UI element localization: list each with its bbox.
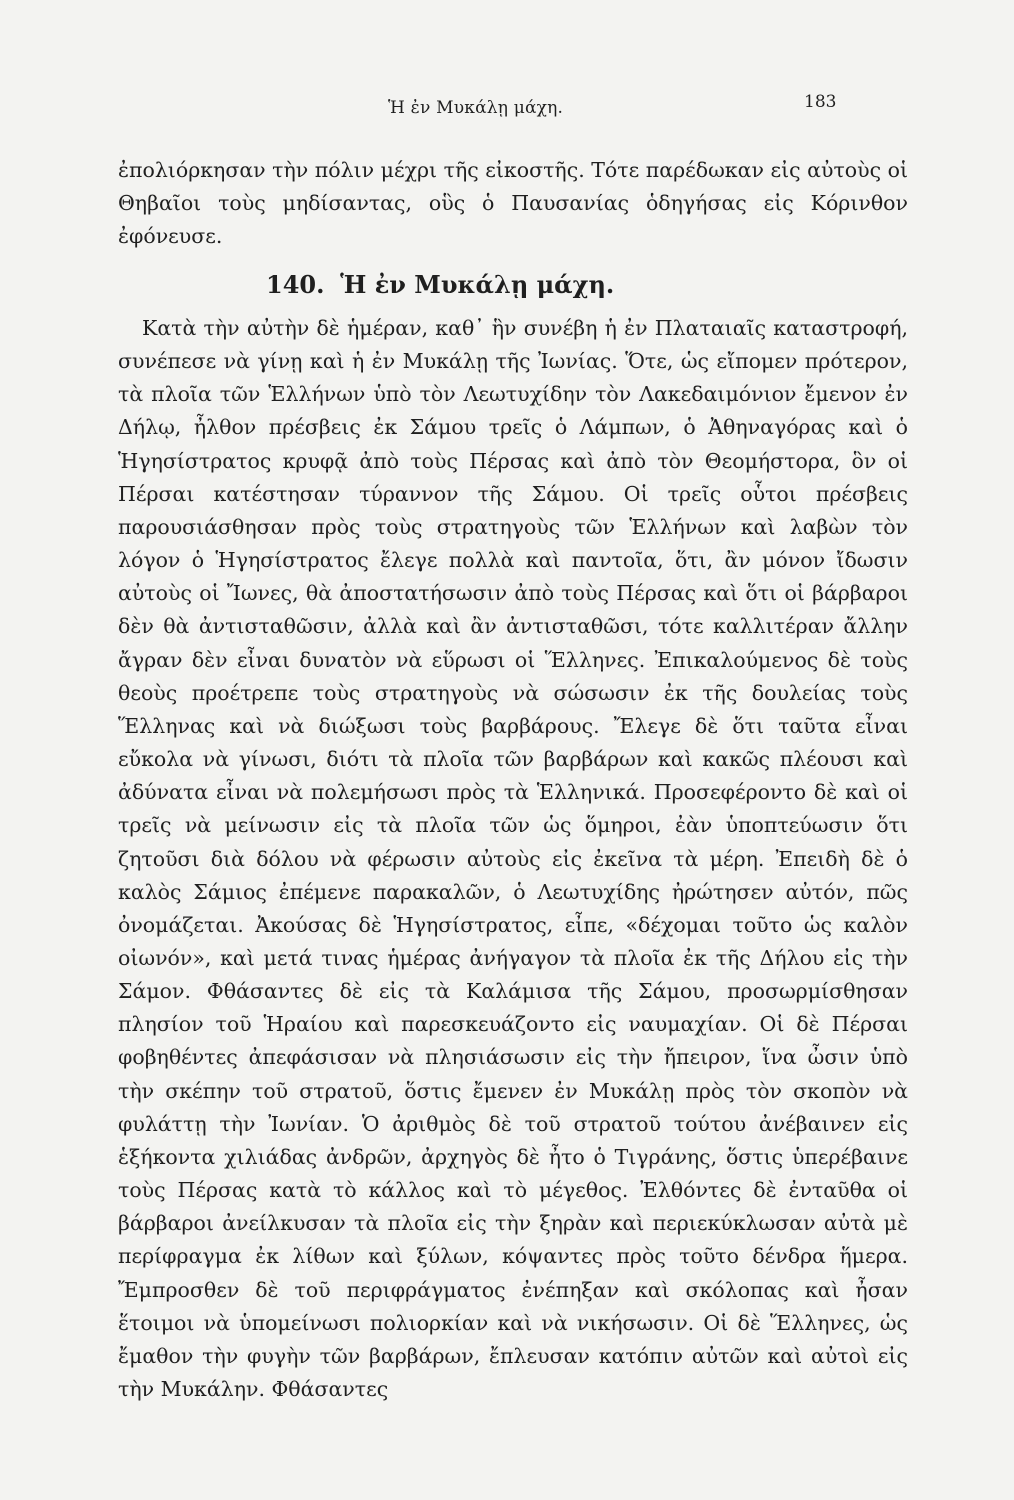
- opening-paragraph: ἐπολιόρκησαν τὴν πόλιν μέχρι τῆς εἰκοστῆς. Τότε παρέδωκαν εἰς αὐτοὺς οἱ Θηβαῖοι τοὺς μηδίσαντας, οὓς ὁ Παυσανίας ὁδηγήσας εἰς Κόρινθον ἐφόνευσε.: [118, 158, 908, 248]
- page-body: [118, 154, 908, 1406]
- section-number: 140.: [266, 270, 325, 299]
- page-header: [0, 92, 1014, 128]
- running-title: Ἡ ἐν Μυκάλῃ μάχη.: [388, 98, 564, 118]
- section-heading: [266, 269, 908, 301]
- section-title: Ἡ ἐν Μυκάλῃ μάχη.: [340, 270, 615, 299]
- main-paragraph: Κατὰ τὴν αὐτὴν δὲ ἡμέραν, καθ᾽ ἣν συνέβη ἡ ἐν Πλαταιαῖς καταστροφή, συνέπεσε νὰ γίνῃ καὶ ἡ ἐν Μυκάλῃ τῆς Ἰωνίας. Ὅτε, ὡς εἴπομεν πρότερον, τὰ πλοῖα τῶν Ἑλλήνων ὑπὸ τὸν Λεωτυχίδην τὸν Λακεδαιμόνιον ἔμενον ἐν Δήλῳ, ἦλθον πρέσβεις ἐκ Σάμου τρεῖς ὁ Λάμπων, ὁ Ἀθηναγόρας καὶ ὁ Ἡγησίστρατος κρυφᾷ ἀπὸ τοὺς Πέρσας καὶ ἀπὸ τὸν Θεομήστορα, ὃν οἱ Πέρσαι κατέστησαν τύραννον τῆς Σάμου. Οἱ τρεῖς οὗτοι πρέσβεις παρουσιάσθησαν πρὸς τοὺς στρατηγοὺς τῶν Ἑλλήνων καὶ λαβὼν τὸν λόγον ὁ Ἡγησίστρατος ἔλεγε πολλὰ καὶ παντοῖα, ὅτι, ἂν μόνον ἴδωσιν αὐτοὺς οἱ Ἴωνες, θὰ ἀποστατήσωσιν ἀπὸ τοὺς Πέρσας καὶ ὅτι οἱ βάρβαροι δὲν θὰ ἀντισταθῶσιν, ἀλλὰ καὶ ἂν ἀντισταθῶσι, τότε καλλιτέραν ἄλλην ἄγραν δὲν εἶναι δυνατὸν νὰ εὕρωσι οἱ Ἕλληνες. Ἐπικαλούμενος δὲ τοὺς θεοὺς προέτρεπε τοὺς στρατηγοὺς νὰ σώσωσιν ἐκ τῆς δουλείας τοὺς Ἕλληνας καὶ νὰ διώξωσι τοὺς βαρβάρους. Ἔλεγε δὲ ὅτι ταῦτα εἶναι εὔκολα νὰ γίνωσι, διότι τὰ πλοῖα τῶν βαρβάρων καὶ κακῶς πλέουσι καὶ ἀδύνατα εἶναι νὰ πολεμήσωσι πρὸς τὰ Ἑλληνικά. Προσεφέροντο δὲ καὶ οἱ τρεῖς νὰ μείνωσιν εἰς τὰ πλοῖα τῶν ὡς ὅμηροι, ἐὰν ὑποπτεύωσιν ὅτι ζητοῦσι διὰ δόλου νὰ φέρωσιν αὐτοὺς εἰς ἐκεῖνα τὰ μέρη. Ἐπειδὴ δὲ ὁ καλὸς Σάμιος ἐπέμενε παρακαλῶν, ὁ Λεωτυχίδης ἠρώτησεν αὐτόν, πῶς ὀνομάζεται. Ἀκούσας δὲ Ἡγησίστρατος, εἶπε, «δέχομαι τοῦτο ὡς καλὸν οἰωνόν», καὶ μετά τινας ἡμέρας ἀνήγαγον τὰ πλοῖα ἐκ τῆς Δήλου εἰς τὴν Σάμον. Φθάσαντες δὲ εἰς τὰ Καλάμισα τῆς Σάμου, προσωρμίσθησαν πλησίον τοῦ Ἡραίου καὶ παρεσκευάζοντο εἰς ναυμαχίαν. Οἱ δὲ Πέρσαι φοβηθέντες ἀπεφάσισαν νὰ πλησιάσωσιν εἰς τὴν ἤπειρον, ἵνα ὦσιν ὑπὸ τὴν σκέπην τοῦ στρατοῦ, ὅστις ἔμενεν ἐν Μυκάλῃ πρὸς τὸν σκοπὸν νὰ φυλάττῃ τὴν Ἰωνίαν. Ὁ ἀριθμὸς δὲ τοῦ στρατοῦ τούτου ἀνέβαινεν εἰς ἑξήκοντα χιλιάδας ἀνδρῶν, ἀρχηγὸς δὲ ἦτο ὁ Τιγράνης, ὅστις ὑπερέβαινε τοὺς Πέρσας κατὰ τὸ κάλλος καὶ τὸ μέγεθος. Ἐλθόντες δὲ ἐνταῦθα οἱ βάρβαροι ἀνείλκυσαν τὰ πλοῖα εἰς τὴν ξηρὰν καὶ περιεκύκλωσαν αὐτὰ μὲ περίφραγμα ἐκ λίθων καὶ ξύλων, κόψαντες πρὸς τοῦτο δένδρα ἥμερα. Ἔμπροσθεν δὲ τοῦ περιφράγματος ἐνέπηξαν καὶ σκόλοπας καὶ ἦσαν ἕτοιμοι νὰ ὑπομείνωσι πολιορκίαν καὶ νὰ νικήσωσιν. Οἱ δὲ Ἕλληνες, ὡς ἔμαθον τὴν φυγὴν τῶν βαρβάρων, ἔπλευσαν κατόπιν αὐτῶν καὶ αὐτοὶ εἰς τὴν Μυκάλην. Φθάσαντες: [118, 316, 908, 1401]
- page-number: 183: [804, 92, 837, 112]
